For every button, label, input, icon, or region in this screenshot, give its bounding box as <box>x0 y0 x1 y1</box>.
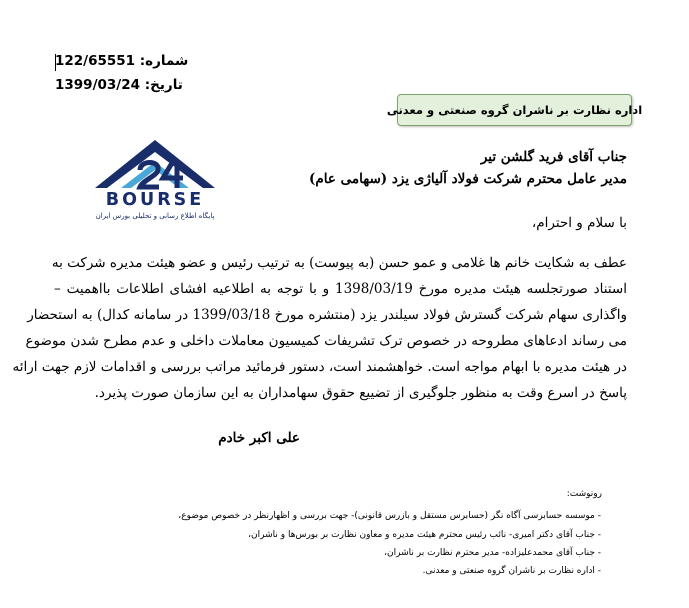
body-line-3: واگذاری سهام شرکت گسترش فولاد سیلندر یزد (منتشره مورخ 1399/03/18 در سامانه کدال) به استحضار <box>27 307 627 323</box>
letter-date-label: تاریخ: <box>144 77 183 93</box>
cc-item: - اداره نظارت بر ناشران گروه صنعتی و معدنی. <box>422 566 601 576</box>
letter-number <box>55 53 195 69</box>
body-line-1: عطف به شکایت خانم ها غلامی و عمو حسن (به پیوست) به ترتیب رئیس و عضو هیئت مدیره شرکت به <box>51 255 627 271</box>
letter-number-value: 122/65551 <box>55 53 136 69</box>
greeting: با سلام و احترام، <box>531 215 627 231</box>
body-line-6: پاسخ در اسرع وقت به منظور جلوگیری از تضییع حقوق سهامداران به این سازمان صورت پذیرد. <box>94 385 627 401</box>
cc-item: - جناب آقای محمدعلیزاده- مدیر محترم نظارت بر ناشران، <box>384 548 601 558</box>
letter-date-value: 1399/03/24 <box>55 77 141 93</box>
bourse-logo <box>85 132 225 232</box>
recipient-name: جناب آقای فرید گلشن تیر <box>480 149 627 165</box>
cc-item: - موسسه حسابرسی آگاه نگر (حسابرس مستقل و بازرس قانونی)- جهت بررسی و اظهارنظر در خصوص موضوع، <box>178 511 601 521</box>
logo-subtitle: پایگاه اطلاع رسانی و تحلیلی بورس ایران <box>95 212 215 220</box>
letter-number-label: شماره: <box>139 53 189 69</box>
cc-item: - جناب آقای دکتر امیری- نائب رئیس محترم هیئت مدیره و معاون نظارت بر بورس‌ها و ناشران، <box>248 530 601 540</box>
logo-wordmark: BOURSE <box>105 190 205 210</box>
department-box: اداره نظارت بر ناشران گروه صنعتی و معدنی <box>397 94 632 126</box>
recipient-title: مدیر عامل محترم شرکت فولاد آلیاژی یزد (سهامی عام) <box>309 171 627 187</box>
cc-title: رونوشت: <box>566 489 602 499</box>
body-line-5: در هیئت مدیره با ابهام مواجه است. خواهشمند است، دستور فرمائید مراتب بررسی و اقدامات لازم جهت ارائه <box>12 359 627 375</box>
body-line-4: می رساند ادعاهای مطروحه در خصوص ترک تشریفات کمیسیون معاملات داخلی و عدم مطرح شدن موضوع <box>25 333 627 349</box>
letter-date <box>55 77 195 93</box>
signer-name: علی اکبر خادم <box>218 430 300 446</box>
body-line-2: استناد صورتجلسه هیئت مدیره مورخ 1398/03/19 و با توجه به اطلاعیه افشای اطلاعات بااهمیت – <box>54 281 627 297</box>
